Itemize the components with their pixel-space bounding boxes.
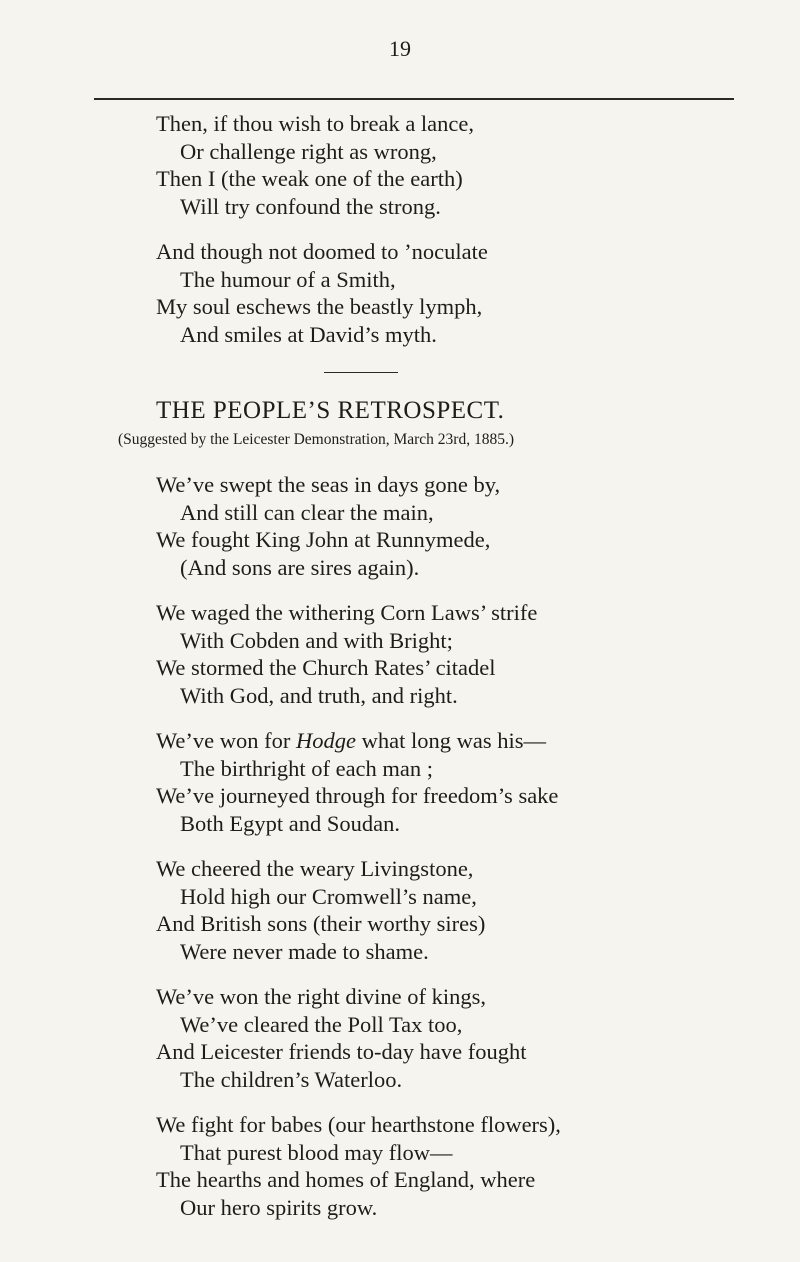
verse-line: We’ve cleared the Poll Tax too, [180,1011,463,1037]
poem1-stanza-2 [156,238,756,348]
poem1-stanza-1 [156,110,756,220]
verse-line: We cheered the weary Livingstone, [156,856,474,881]
verse-line: With Cobden and with Bright; [180,627,453,653]
verse-line: And British sons (their worthy sires) [156,911,486,936]
verse-line: And smiles at David’s myth. [180,321,437,347]
verse-line: We’ve swept the seas in days gone by, [156,472,501,497]
verse-line: We waged the withering Corn Laws’ strife [156,600,538,625]
verse-line: Then, if thou wish to break a lance, [156,111,475,136]
verse-line: And Leicester friends to-day have fought [156,1039,527,1064]
verse-line: Hold high our Cromwell’s name, [180,883,477,909]
verse-fragment-italic: Hodge [296,728,357,753]
section-divider [324,372,398,373]
verse-line: And still can clear the main, [180,499,434,525]
verse-fragment: what long was his— [361,728,547,753]
page-content [118,110,756,1221]
verse-line: The hearths and homes of England, where [156,1167,536,1192]
verse-line: The humour of a Smith, [180,266,396,292]
poem2-stanza-2 [156,599,756,709]
verse-line: My soul eschews the beastly lymph, [156,294,483,319]
poem2-stanza-1 [156,471,756,581]
poem2-stanza-6 [156,1111,756,1221]
verse-line: With God, and truth, and right. [180,682,458,708]
poem2-stanza-5 [156,983,756,1093]
verse-line: Or challenge right as wrong, [180,138,437,164]
poem-title: THE PEOPLE’S RETROSPECT. [156,397,505,424]
verse-line: (And sons are sires again). [180,554,420,580]
verse-line [156,727,756,755]
verse-line: Were never made to shame. [180,938,429,964]
poem2-stanza-3 [156,727,756,837]
verse-line: We stormed the Church Rates’ citadel [156,655,496,680]
header-rule [94,98,734,100]
verse-line: We fight for babes (our hearthstone flowers), [156,1112,561,1137]
verse-line: We fought King John at Runnymede, [156,527,491,552]
poem2-stanza-4 [156,855,756,965]
verse-line: Our hero spirits grow. [180,1194,378,1220]
page-number: 19 [389,36,411,61]
verse-line: The birthright of each man ; [180,755,434,781]
verse-line: We’ve journeyed through for freedom’s sake [156,783,559,808]
verse-line: We’ve won the right divine of kings, [156,984,486,1009]
verse-line: That purest blood may flow— [180,1139,453,1165]
verse-fragment: We’ve won for [156,728,291,753]
verse-line: The children’s Waterloo. [180,1066,403,1092]
verse-line: Both Egypt and Soudan. [180,810,400,836]
verse-line: Then I (the weak one of the earth) [156,166,463,191]
verse-line: Will try confound the strong. [180,193,441,219]
verse-line: And though not doomed to ’noculate [156,239,488,264]
poem-subtitle: (Suggested by the Leicester Demonstration, March 23rd, 1885.) [118,431,515,448]
